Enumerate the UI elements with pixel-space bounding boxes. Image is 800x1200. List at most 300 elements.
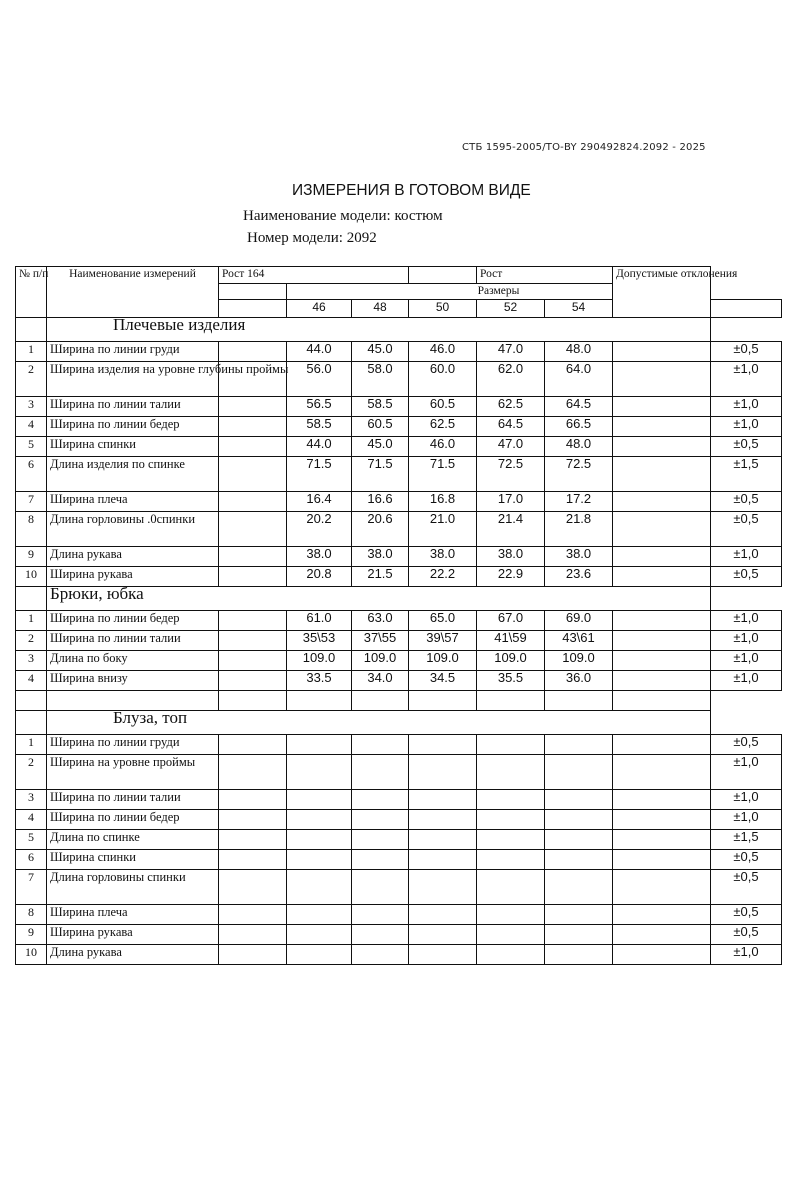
blank-header-cell	[219, 284, 287, 300]
table-row	[16, 547, 782, 567]
tolerance: ±1,0	[711, 945, 782, 965]
size-value: 60.5	[409, 397, 477, 417]
size-value	[545, 870, 613, 905]
page-title: ИЗМЕРЕНИЯ В ГОТОВОМ ВИДЕ	[292, 182, 531, 199]
size-value: 71.5	[287, 457, 352, 492]
row-number: 2	[16, 755, 47, 790]
empty-cell	[613, 437, 711, 457]
table-row	[16, 611, 782, 631]
row-number: 6	[16, 850, 47, 870]
size-value	[352, 790, 409, 810]
size-value	[477, 905, 545, 925]
size-value: 69.0	[545, 611, 613, 631]
size-value: 34.0	[352, 671, 409, 691]
size-value: 47.0	[477, 342, 545, 362]
size-value	[545, 905, 613, 925]
size-value: 21.8	[545, 512, 613, 547]
table-row	[16, 492, 782, 512]
size-value	[287, 810, 352, 830]
empty-cell	[219, 437, 287, 457]
size-value: 41\59	[477, 631, 545, 651]
size-value	[409, 755, 477, 790]
empty-cell	[545, 691, 613, 711]
empty-cell	[219, 735, 287, 755]
tolerance: ±1,0	[711, 547, 782, 567]
measurement-name: Ширина внизу	[47, 671, 219, 691]
table-row	[16, 755, 782, 790]
empty-cell	[219, 830, 287, 850]
size-value	[352, 810, 409, 830]
size-value: 45.0	[352, 437, 409, 457]
table-row	[16, 512, 782, 547]
measurement-name: Ширина по линии груди	[47, 342, 219, 362]
size-value: 71.5	[409, 457, 477, 492]
empty-cell	[219, 547, 287, 567]
empty-cell	[613, 567, 711, 587]
empty-cell	[219, 671, 287, 691]
table-row	[16, 850, 782, 870]
measurement-name: Ширина по линии талии	[47, 397, 219, 417]
measurement-name: Ширина плеча	[47, 905, 219, 925]
tolerance: ±0,5	[711, 512, 782, 547]
size-value	[287, 735, 352, 755]
size-value: 21.4	[477, 512, 545, 547]
size-value: 38.0	[477, 547, 545, 567]
table-body	[16, 267, 782, 965]
col-tolerance-header: Допустимые отклонения	[613, 267, 711, 318]
size-value: 37\55	[352, 631, 409, 651]
row-number: 5	[16, 437, 47, 457]
size-value: 44.0	[287, 437, 352, 457]
size-value: 21.0	[409, 512, 477, 547]
size-value: 109.0	[352, 651, 409, 671]
size-value: 62.0	[477, 362, 545, 397]
size-value: 20.6	[352, 512, 409, 547]
empty-cell	[219, 945, 287, 965]
col-name-header: Наименование измерений	[47, 267, 219, 318]
measurements-table	[15, 266, 782, 965]
empty-cell	[219, 905, 287, 925]
model-number: Номер модели: 2092	[247, 230, 377, 246]
tolerance: ±0,5	[711, 437, 782, 457]
size-value: 35\53	[287, 631, 352, 651]
row-number: 8	[16, 512, 47, 547]
size-value: 44.0	[287, 342, 352, 362]
size-value: 60.0	[409, 362, 477, 397]
col-num-header: № п/п	[16, 267, 47, 318]
size-value	[409, 830, 477, 850]
size-value	[545, 755, 613, 790]
size-value: 72.5	[545, 457, 613, 492]
row-number: 1	[16, 735, 47, 755]
tolerance: ±1,0	[711, 611, 782, 631]
size-value: 38.0	[545, 547, 613, 567]
section-title: Брюки, юбка	[47, 587, 613, 611]
empty-cell	[613, 755, 711, 790]
empty-cell	[613, 790, 711, 810]
size-value: 20.8	[287, 567, 352, 587]
empty-cell	[219, 512, 287, 547]
section-row	[16, 711, 782, 735]
empty-cell	[352, 691, 409, 711]
row-number: 3	[16, 790, 47, 810]
empty-cell	[613, 945, 711, 965]
tolerance: ±1,0	[711, 631, 782, 651]
size-value	[352, 870, 409, 905]
empty-cell	[613, 905, 711, 925]
size-value: 60.5	[352, 417, 409, 437]
empty-cell	[16, 587, 47, 611]
size-value: 109.0	[477, 651, 545, 671]
row-number: 4	[16, 671, 47, 691]
size-value	[545, 810, 613, 830]
size-value	[287, 905, 352, 925]
size-value	[352, 850, 409, 870]
size-value	[287, 870, 352, 905]
row-number: 10	[16, 567, 47, 587]
table-row	[16, 631, 782, 651]
size-value: 17.2	[545, 492, 613, 512]
row-number: 7	[16, 870, 47, 905]
size-value: 46.0	[409, 437, 477, 457]
size-value: 20.2	[287, 512, 352, 547]
size-value: 64.0	[545, 362, 613, 397]
table-row	[16, 790, 782, 810]
size-value: 38.0	[409, 547, 477, 567]
size-value: 35.5	[477, 671, 545, 691]
size-46: 46	[287, 300, 352, 318]
size-value	[287, 755, 352, 790]
size-value: 56.0	[287, 362, 352, 397]
table-row	[16, 870, 782, 905]
row-number: 9	[16, 547, 47, 567]
size-value	[287, 925, 352, 945]
tolerance: ±1,0	[711, 651, 782, 671]
empty-cell	[613, 850, 711, 870]
size-value: 62.5	[409, 417, 477, 437]
size-value: 47.0	[477, 437, 545, 457]
rost-1-header: Рост 164	[219, 267, 409, 284]
size-value	[352, 925, 409, 945]
table-row	[16, 830, 782, 850]
size-value: 64.5	[545, 397, 613, 417]
empty-cell	[613, 318, 711, 342]
size-value	[545, 945, 613, 965]
measurement-name: Ширина по линии талии	[47, 790, 219, 810]
empty-cell	[219, 631, 287, 651]
row-number: 5	[16, 830, 47, 850]
empty-cell	[219, 567, 287, 587]
empty-cell	[613, 691, 711, 711]
section-row	[16, 318, 782, 342]
empty-cell	[613, 735, 711, 755]
empty-cell	[613, 492, 711, 512]
size-value	[545, 830, 613, 850]
size-value	[545, 735, 613, 755]
size-value: 22.9	[477, 567, 545, 587]
empty-cell	[16, 691, 47, 711]
row-number: 9	[16, 925, 47, 945]
size-value: 58.5	[287, 417, 352, 437]
empty-cell	[613, 671, 711, 691]
size-value: 16.4	[287, 492, 352, 512]
section-title: Блуза, топ	[47, 711, 613, 735]
size-value	[352, 830, 409, 850]
table-row	[16, 397, 782, 417]
measurement-name: Ширина по линии бедер	[47, 810, 219, 830]
empty-cell	[477, 691, 545, 711]
measurement-name: Ширина спинки	[47, 850, 219, 870]
empty-cell	[219, 611, 287, 631]
size-value: 67.0	[477, 611, 545, 631]
empty-cell	[613, 810, 711, 830]
tolerance: ±0,5	[711, 925, 782, 945]
tolerance: ±0,5	[711, 567, 782, 587]
row-number: 3	[16, 397, 47, 417]
size-value	[477, 850, 545, 870]
size-value: 109.0	[287, 651, 352, 671]
empty-cell	[219, 492, 287, 512]
size-value: 72.5	[477, 457, 545, 492]
tolerance: ±1,0	[711, 755, 782, 790]
table-row	[16, 437, 782, 457]
row-number: 8	[16, 905, 47, 925]
tolerance: ±0,5	[711, 870, 782, 905]
size-value	[409, 810, 477, 830]
size-value: 36.0	[545, 671, 613, 691]
size-value	[477, 870, 545, 905]
row-number: 2	[16, 631, 47, 651]
empty-cell	[219, 651, 287, 671]
size-value: 16.8	[409, 492, 477, 512]
size-52: 52	[477, 300, 545, 318]
empty-cell	[613, 631, 711, 651]
empty-cell	[613, 342, 711, 362]
size-value	[477, 945, 545, 965]
size-value	[409, 790, 477, 810]
size-value: 38.0	[352, 547, 409, 567]
measurement-name: Ширина по линии бедер	[47, 417, 219, 437]
table-row	[16, 671, 782, 691]
empty-cell	[613, 925, 711, 945]
size-value: 39\57	[409, 631, 477, 651]
size-value: 16.6	[352, 492, 409, 512]
size-value	[477, 735, 545, 755]
size-value: 45.0	[352, 342, 409, 362]
empty-cell	[219, 417, 287, 437]
size-value: 63.0	[352, 611, 409, 631]
standard-code: СТБ 1595-2005/ТО-BY 290492824.2092 - 2025	[462, 142, 706, 153]
measurement-name: Ширина спинки	[47, 437, 219, 457]
tolerance: ±1,0	[711, 417, 782, 437]
size-value: 56.5	[287, 397, 352, 417]
size-value	[352, 905, 409, 925]
empty-cell	[219, 810, 287, 830]
row-number: 4	[16, 417, 47, 437]
row-number: 10	[16, 945, 47, 965]
row-number: 1	[16, 611, 47, 631]
table-row	[16, 925, 782, 945]
table-row	[16, 342, 782, 362]
tolerance: ±1,0	[711, 397, 782, 417]
measurement-name: Длина по боку	[47, 651, 219, 671]
measurement-name: Длина горловины спинки	[47, 870, 219, 905]
row-number: 7	[16, 492, 47, 512]
measurement-name: Длина изделия по спинке	[47, 457, 219, 492]
size-value: 46.0	[409, 342, 477, 362]
empty-cell	[613, 397, 711, 417]
measurement-name: Длина рукава	[47, 547, 219, 567]
table-row	[16, 810, 782, 830]
row-number: 2	[16, 362, 47, 397]
empty-cell	[613, 512, 711, 547]
size-value: 66.5	[545, 417, 613, 437]
size-value	[409, 850, 477, 870]
size-48: 48	[352, 300, 409, 318]
size-value: 109.0	[409, 651, 477, 671]
size-value	[409, 905, 477, 925]
size-value	[352, 755, 409, 790]
size-value: 71.5	[352, 457, 409, 492]
empty-cell	[613, 611, 711, 631]
empty-cell	[613, 457, 711, 492]
empty-cell	[613, 587, 711, 611]
size-value	[477, 790, 545, 810]
size-value	[287, 850, 352, 870]
measurement-name: Ширина по линии груди	[47, 735, 219, 755]
tolerance: ±0,5	[711, 342, 782, 362]
empty-cell	[16, 711, 47, 735]
measurement-name: Ширина изделия на уровне глубины проймы	[47, 362, 219, 397]
measurement-name: Длина горловины .0спинки	[47, 512, 219, 547]
size-value	[409, 925, 477, 945]
size-value	[545, 850, 613, 870]
table-row	[16, 945, 782, 965]
size-54: 54	[545, 300, 613, 318]
empty-cell	[613, 830, 711, 850]
size-value: 38.0	[287, 547, 352, 567]
measurement-name: Ширина плеча	[47, 492, 219, 512]
row-number: 4	[16, 810, 47, 830]
empty-cell	[409, 691, 477, 711]
table-row	[16, 735, 782, 755]
empty-cell	[613, 651, 711, 671]
blank-header-cell	[409, 267, 477, 284]
tolerance: ±1,5	[711, 830, 782, 850]
row-number: 1	[16, 342, 47, 362]
tolerance: ±0,5	[711, 735, 782, 755]
tolerance: ±1,5	[711, 457, 782, 492]
empty-cell	[219, 342, 287, 362]
size-value: 48.0	[545, 342, 613, 362]
size-value: 43\61	[545, 631, 613, 651]
empty-cell	[219, 457, 287, 492]
size-value: 48.0	[545, 437, 613, 457]
size-value: 33.5	[287, 671, 352, 691]
size-value	[409, 870, 477, 905]
size-value	[352, 945, 409, 965]
measurement-name: Ширина по линии талии	[47, 631, 219, 651]
size-value	[477, 755, 545, 790]
row-number: 3	[16, 651, 47, 671]
size-value	[409, 945, 477, 965]
row-number: 6	[16, 457, 47, 492]
table-row	[16, 362, 782, 397]
empty-cell	[613, 547, 711, 567]
tolerance: ±1,0	[711, 790, 782, 810]
size-value	[287, 830, 352, 850]
size-value: 17.0	[477, 492, 545, 512]
empty-cell	[613, 417, 711, 437]
size-value: 62.5	[477, 397, 545, 417]
size-value: 64.5	[477, 417, 545, 437]
size-value: 109.0	[545, 651, 613, 671]
header-row	[16, 267, 782, 284]
empty-cell	[219, 691, 287, 711]
table-row	[16, 651, 782, 671]
measurement-name: Ширина по линии бедер	[47, 611, 219, 631]
tolerance: ±0,5	[711, 850, 782, 870]
measurement-name: Длина рукава	[47, 945, 219, 965]
empty-cell	[613, 870, 711, 905]
size-value: 58.5	[352, 397, 409, 417]
sizes-header: Размеры	[287, 284, 711, 300]
size-50: 50	[409, 300, 477, 318]
table-row	[16, 457, 782, 492]
table-row	[16, 905, 782, 925]
size-value	[477, 925, 545, 945]
measurement-name: Длина по спинке	[47, 830, 219, 850]
size-value	[477, 810, 545, 830]
size-value	[477, 830, 545, 850]
table-row	[16, 417, 782, 437]
tolerance: ±1,0	[711, 810, 782, 830]
tolerance: ±1,0	[711, 362, 782, 397]
empty-cell	[219, 870, 287, 905]
size-value	[409, 735, 477, 755]
tolerance: ±0,5	[711, 905, 782, 925]
size-value: 34.5	[409, 671, 477, 691]
empty-cell	[613, 711, 711, 735]
empty-cell	[613, 362, 711, 397]
size-value: 58.0	[352, 362, 409, 397]
rost-2-header: Рост	[477, 267, 613, 284]
measurement-name: Ширина рукава	[47, 567, 219, 587]
empty-cell	[219, 755, 287, 790]
measurement-name: Ширина рукава	[47, 925, 219, 945]
blank-header-cell	[711, 300, 782, 318]
section-title: Плечевые изделия	[47, 318, 613, 342]
size-value: 65.0	[409, 611, 477, 631]
size-value: 61.0	[287, 611, 352, 631]
size-value: 21.5	[352, 567, 409, 587]
empty-cell	[287, 691, 352, 711]
empty-cell	[16, 318, 47, 342]
empty-cell	[219, 397, 287, 417]
model-name: Наименование модели: костюм	[243, 208, 443, 224]
empty-cell	[219, 850, 287, 870]
size-value	[287, 945, 352, 965]
tolerance: ±0,5	[711, 492, 782, 512]
size-value	[287, 790, 352, 810]
measurement-name: Ширина на уровне проймы	[47, 755, 219, 790]
section-row	[16, 587, 782, 611]
empty-cell	[219, 925, 287, 945]
empty-cell	[219, 790, 287, 810]
size-value: 22.2	[409, 567, 477, 587]
size-value: 23.6	[545, 567, 613, 587]
size-value	[545, 925, 613, 945]
